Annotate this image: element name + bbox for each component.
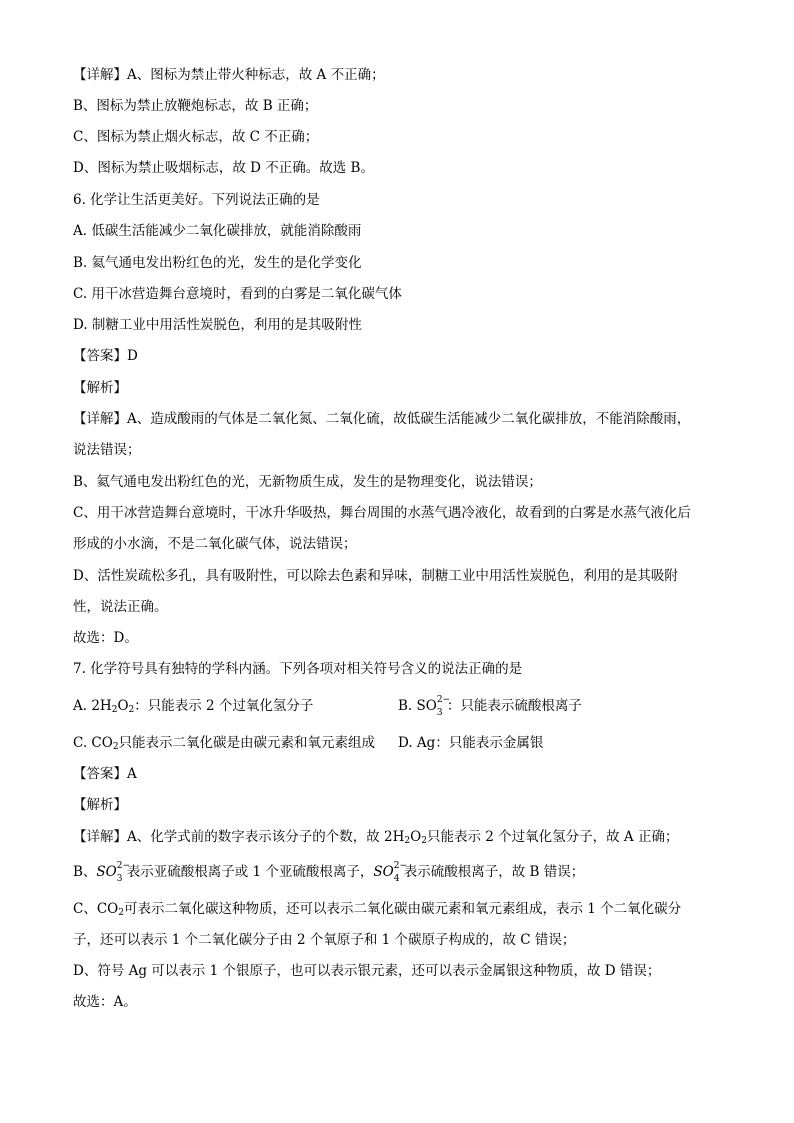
- explanation-q6-b: B、氦气通电发出粉红色的光，无新物质生成，发生的是物理变化，说法错误；: [73, 474, 542, 490]
- explanation-q6-c-line2: 形成的小水滴，不是二氧化碳气体，说法错误；: [73, 536, 357, 552]
- explanation-q5-a: 【详解】A、图标为禁止带火种标志，故 A 不正确；: [73, 67, 385, 83]
- explanation-q7-d: D、符号 Ag 可以表示 1 个银原子，也可以表示银元素，还可以表示金属银这种物质，故 D 错误；: [73, 963, 661, 979]
- explanation-q7-c-line1: C、$CO_2$可表示二氧化碳这种物质，还可以表示二氧化碳由碳元素和氧元素组成，表示 1 个二氧化碳分: [73, 901, 682, 918]
- explanation-q7-b: B、SO 2− 3 表示亚硫酸根离子或 1 个亚硫酸根离子，SO 2− 4 表示硫酸根离子，故 B 错误；: [73, 861, 585, 884]
- explanation-q7-conclusion: 故选：A。: [73, 994, 137, 1010]
- explanation-q7-a: 【详解】A、化学式前的数字表示该分子的个数，故 $2H_2O_2$只能表示 2 个过氧化氢分子，故 A 正确；: [73, 829, 679, 846]
- explanation-q6-conclusion: 故选：D。: [73, 630, 138, 646]
- question-7-stem: 7. 化学符号具有独特的学科内涵。下列各项对相关符号含义的说法正确的是: [73, 661, 523, 677]
- question-6-option-d: D. 制糖工业中用活性炭脱色，利用的是其吸附性: [73, 317, 362, 333]
- question-6-option-a: A. 低碳生活能减少二氧化碳排放，就能消除酸雨: [73, 223, 362, 239]
- explanation-q5-d: D、图标为禁止吸烟标志，故 D 不正确。故选 B。: [73, 160, 374, 176]
- explanation-q6-a-line2: 说法错误；: [73, 442, 141, 458]
- explanation-q5-b: B、图标为禁止放鞭炮标志，故 B 正确；: [73, 98, 318, 114]
- question-6-analysis-heading: 【解析】: [73, 380, 127, 396]
- explanation-q6-d-line1: D、活性炭疏松多孔，具有吸附性，可以除去色素和异味，制糖工业中用活性炭脱色，利用的是其吸附: [73, 568, 678, 584]
- question-6-option-b: B. 氦气通电发出粉红色的光，发生的是化学变化: [73, 255, 362, 271]
- explanation-q5-c: C、图标为禁止烟火标志，故 C 不正确；: [73, 129, 319, 145]
- explanation-q6-c-line1: C、用干冰营造舞台意境时，干冰升华吸热，舞台周围的水蒸气遇冷液化，故看到的白雾是水蒸气液化后: [73, 505, 691, 521]
- question-6-option-c: C. 用干冰营造舞台意境时，看到的白雾是二氧化碳气体: [73, 286, 402, 302]
- question-7-option-b: B. SO 2− 3 ：只能表示硫酸根离子: [398, 695, 582, 718]
- question-7-option-d: D. Ag：只能表示金属银: [398, 735, 544, 751]
- question-7-analysis-heading: 【解析】: [73, 797, 127, 813]
- question-7-option-c: C. $CO_2$只能表示二氧化碳是由碳元素和氧元素组成: [73, 735, 376, 752]
- explanation-q7-c-line2: 子，还可以表示 1 个二氧化碳分子由 2 个氧原子和 1 个碳原子构成的，故 C 错误；: [73, 932, 576, 948]
- question-6-stem: 6. 化学让生活更美好。下列说法正确的是: [73, 192, 320, 208]
- question-7-option-a: A. $2H_2O_2$：只能表示 2 个过氧化氢分子: [73, 698, 314, 715]
- question-6-answer: 【答案】D: [73, 348, 138, 364]
- explanation-q6-d-line2: 性，说法正确。: [73, 599, 168, 615]
- question-7-answer: 【答案】A: [73, 766, 137, 782]
- explanation-q6-a-line1: 【详解】A、造成酸雨的气体是二氧化氮、二氧化硫，故低碳生活能减少二氧化碳排放，不能消除酸雨，: [73, 411, 691, 427]
